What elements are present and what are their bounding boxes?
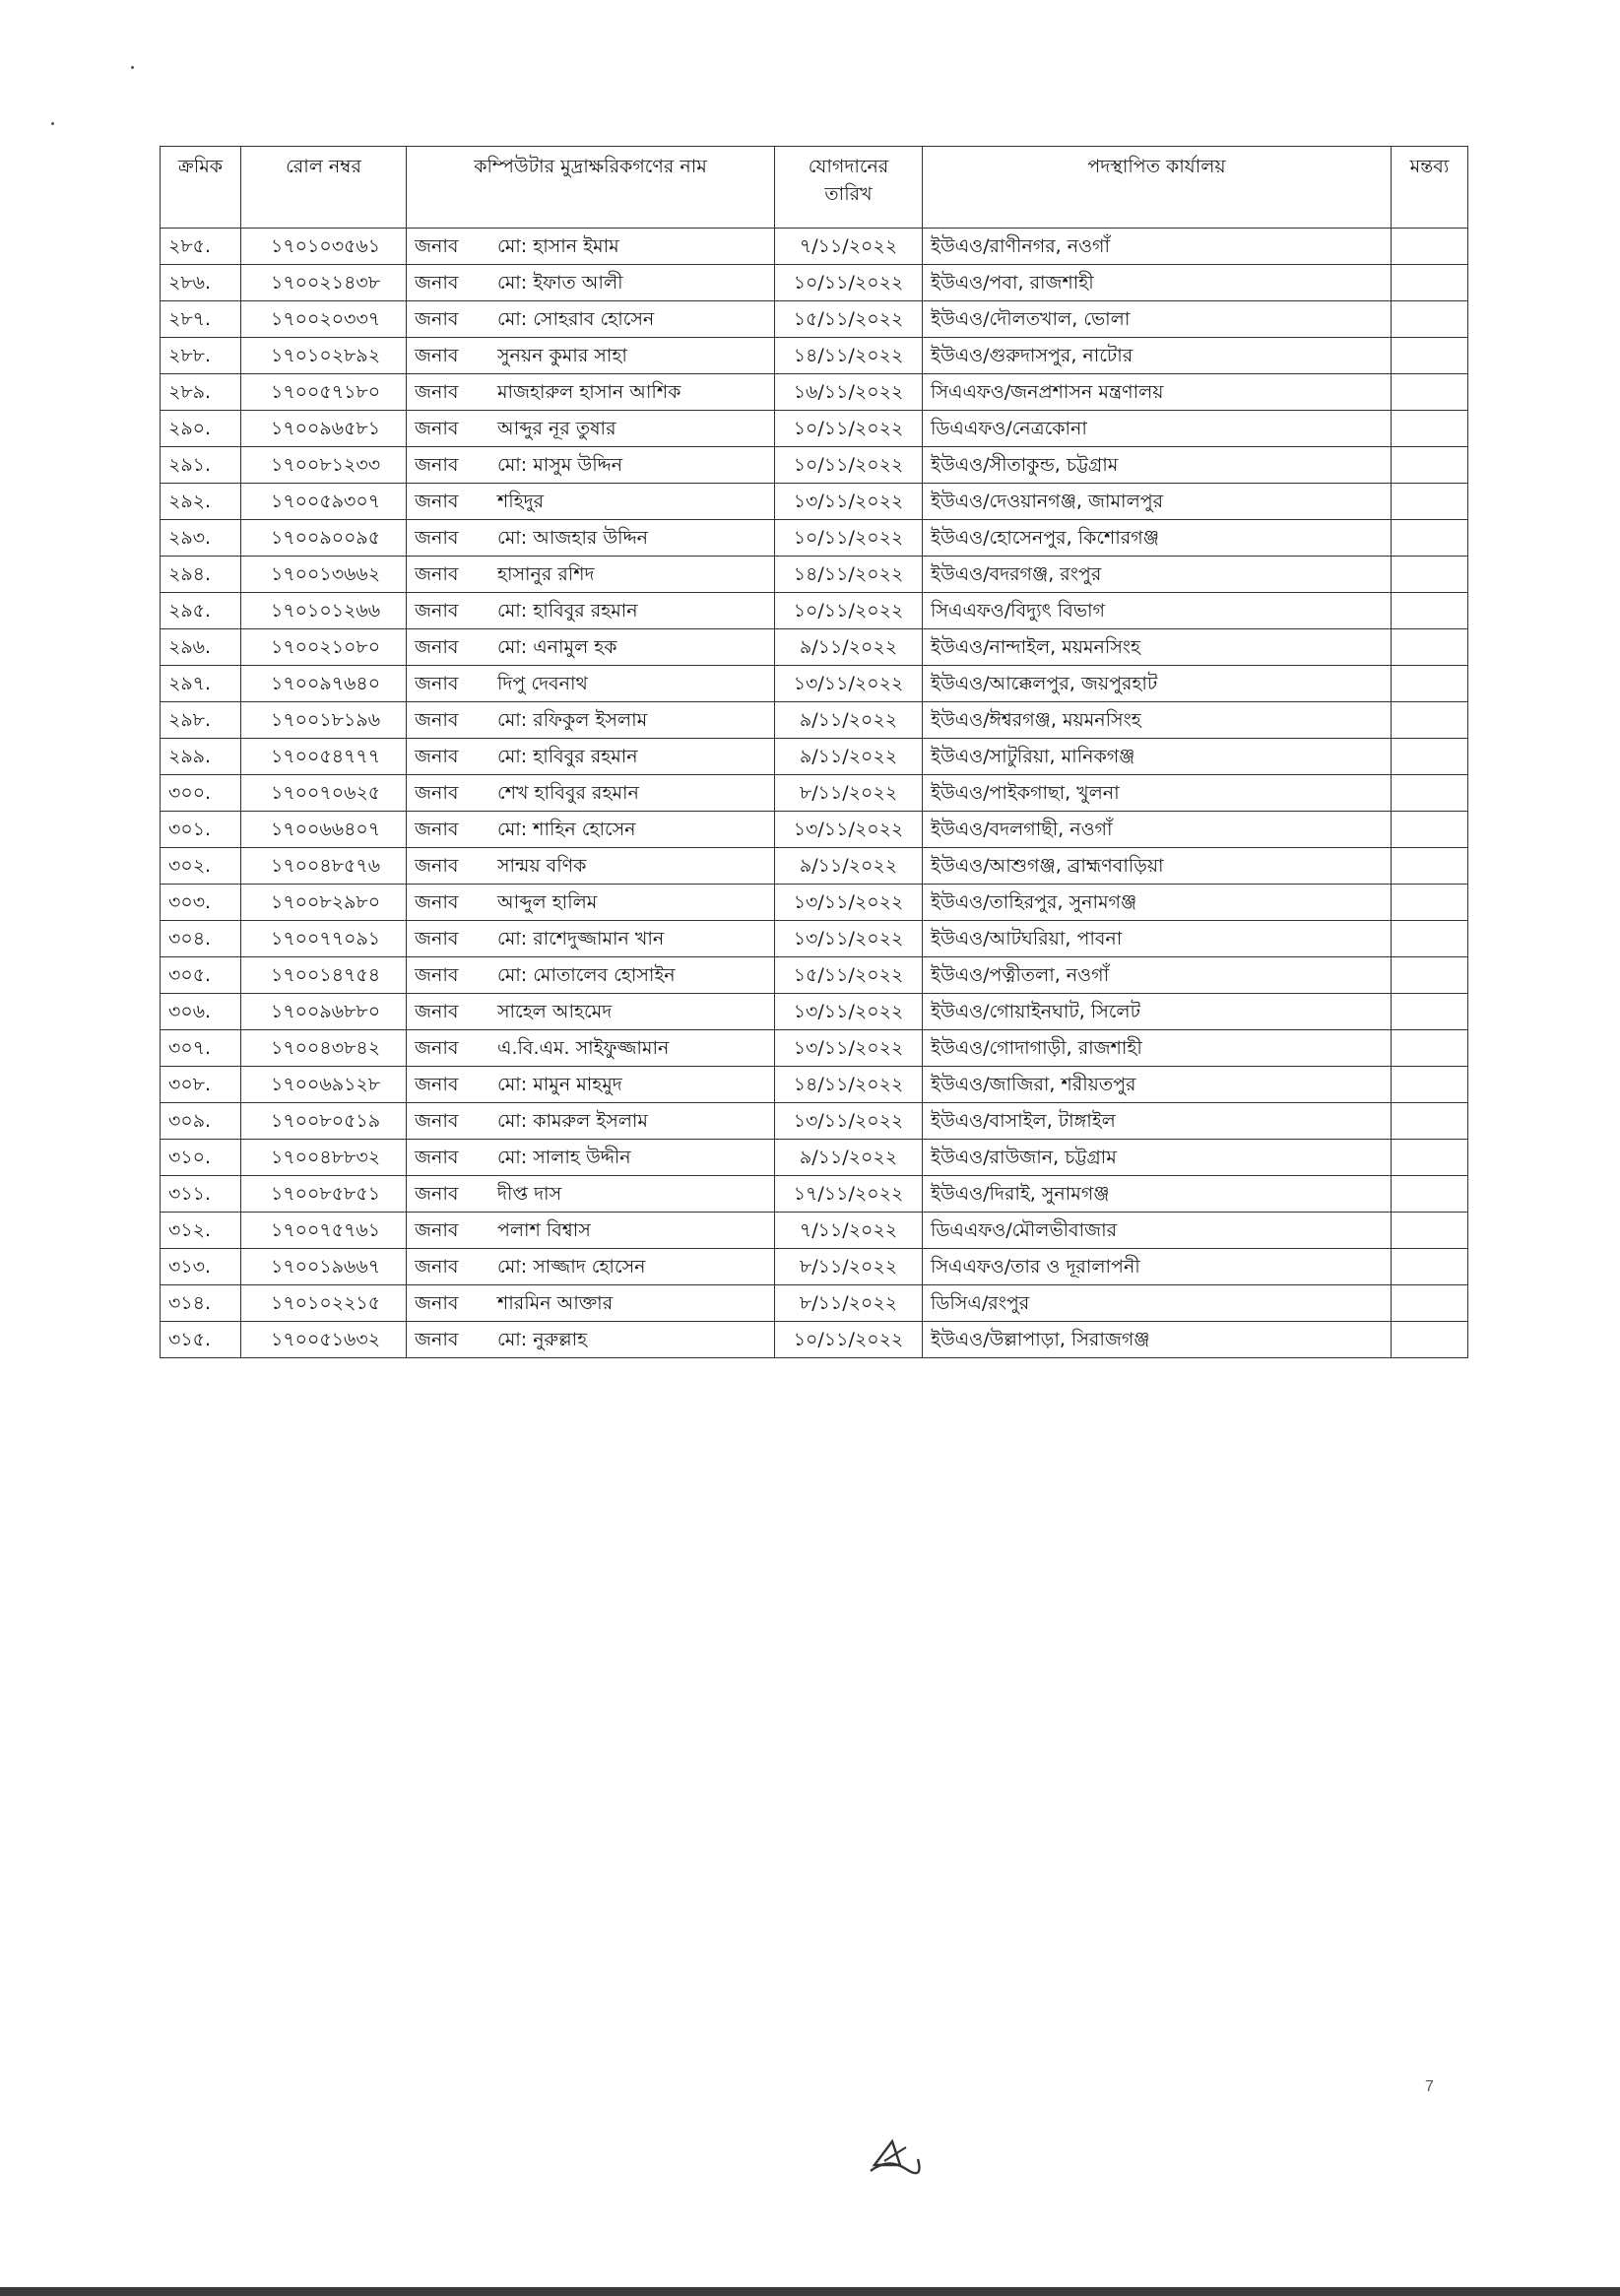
row-roll-number: ১৭০০৪৮৮৩২ — [241, 1140, 407, 1176]
row-name-prefix: জনাব — [415, 1219, 459, 1241]
row-remarks — [1392, 593, 1468, 629]
assignment-table — [160, 146, 1468, 1358]
row-name-cell — [407, 1285, 775, 1322]
row-office: ইউএও/গোয়াইনঘাট, সিলেট — [923, 994, 1392, 1030]
row-name: পলাশ বিশ্বাস — [497, 1219, 591, 1241]
row-name: মো: হাসান ইমাম — [497, 235, 619, 257]
row-name-prefix: জনাব — [415, 928, 459, 950]
row-remarks — [1392, 484, 1468, 520]
row-joining-date: ১৫/১১/২০২২ — [775, 957, 923, 994]
row-office: ইউএও/পত্নীতলা, নওগাঁ — [923, 957, 1392, 994]
row-name-cell — [407, 593, 775, 629]
row-remarks — [1392, 1176, 1468, 1213]
row-serial: ২৯৯. — [161, 739, 241, 775]
row-roll-number: ১৭০০৯৬৮৮০ — [241, 994, 407, 1030]
row-remarks — [1392, 1103, 1468, 1140]
row-joining-date: ১৩/১১/২০২২ — [775, 994, 923, 1030]
table-row — [161, 702, 1468, 739]
row-joining-date: ১০/১১/২০২২ — [775, 593, 923, 629]
table-row — [161, 1103, 1468, 1140]
row-remarks — [1392, 1067, 1468, 1103]
row-roll-number: ১৭০০৮১২৩৩ — [241, 447, 407, 484]
row-name-prefix: জনাব — [415, 1037, 459, 1059]
row-remarks — [1392, 848, 1468, 885]
row-joining-date: ৭/১১/২০২২ — [775, 229, 923, 265]
page-number: 7 — [1425, 2078, 1434, 2095]
scan-bottom-edge — [0, 2287, 1620, 2296]
row-office: ডিসিএ/রংপুর — [923, 1285, 1392, 1322]
table-row — [161, 1140, 1468, 1176]
row-office: ইউএও/বদরগঞ্জ, রংপুর — [923, 557, 1392, 593]
table-body — [161, 229, 1468, 1358]
row-name-prefix: জনাব — [415, 782, 459, 804]
row-serial: ২৯৮. — [161, 702, 241, 739]
row-office: ইউএও/দিরাই, সুনামগঞ্জ — [923, 1176, 1392, 1213]
row-roll-number: ১৭০০৯৭৬৪০ — [241, 666, 407, 702]
row-office: ইউএও/উল্লাপাড়া, সিরাজগঞ্জ — [923, 1322, 1392, 1358]
row-serial: ৩০১. — [161, 812, 241, 848]
table-row — [161, 1322, 1468, 1358]
row-joining-date: ১০/১১/২০২২ — [775, 265, 923, 301]
row-name: মো: সাজ্জাদ হোসেন — [497, 1256, 646, 1278]
row-office: ইউএও/জাজিরা, শরীয়তপুর — [923, 1067, 1392, 1103]
row-remarks — [1392, 702, 1468, 739]
row-serial: ৩০৬. — [161, 994, 241, 1030]
table-row — [161, 1213, 1468, 1249]
row-office: ইউএও/রাউজান, চট্টগ্রাম — [923, 1140, 1392, 1176]
row-remarks — [1392, 957, 1468, 994]
row-name-prefix: জনাব — [415, 235, 459, 257]
header-serial: ক্রমিক — [161, 147, 241, 229]
row-name-cell — [407, 374, 775, 411]
table-row — [161, 848, 1468, 885]
row-serial: ২৮৮. — [161, 338, 241, 374]
table-row — [161, 447, 1468, 484]
row-name: সান্ময় বণিক — [497, 855, 587, 877]
scan-speck — [51, 122, 54, 125]
table-row — [161, 1176, 1468, 1213]
row-name-cell — [407, 1030, 775, 1067]
row-name-prefix: জনাব — [415, 381, 459, 403]
row-roll-number: ১৭০০১৪৭৫৪ — [241, 957, 407, 994]
table-row — [161, 739, 1468, 775]
table-row — [161, 957, 1468, 994]
row-serial: ২৯২. — [161, 484, 241, 520]
table-row — [161, 520, 1468, 557]
row-remarks — [1392, 1249, 1468, 1285]
row-office: ইউএও/ঈশ্বরগঞ্জ, ময়মনসিংহ — [923, 702, 1392, 739]
row-office: ইউএও/নান্দাইল, ময়মনসিংহ — [923, 629, 1392, 666]
row-remarks — [1392, 557, 1468, 593]
row-name-cell — [407, 1067, 775, 1103]
row-name-prefix: জনাব — [415, 891, 459, 913]
table-row — [161, 812, 1468, 848]
row-name-cell — [407, 447, 775, 484]
row-joining-date: ৯/১১/২০২২ — [775, 629, 923, 666]
row-roll-number: ১৭০০২১৪৩৮ — [241, 265, 407, 301]
row-roll-number: ১৭০১০৩৫৬১ — [241, 229, 407, 265]
row-joining-date: ৮/১১/২০২২ — [775, 1249, 923, 1285]
table-row — [161, 629, 1468, 666]
row-serial: ২৮৫. — [161, 229, 241, 265]
row-name-prefix: জনাব — [415, 1147, 459, 1168]
row-name-cell — [407, 1322, 775, 1358]
row-name-prefix: জনাব — [415, 964, 459, 986]
row-name: শারমিন আক্তার — [497, 1292, 614, 1314]
row-roll-number: ১৭০০৯৬৫৮১ — [241, 411, 407, 447]
row-name-prefix: জনাব — [415, 1110, 459, 1132]
row-name-prefix: জনাব — [415, 819, 459, 840]
row-remarks — [1392, 1213, 1468, 1249]
table-row — [161, 484, 1468, 520]
row-joining-date: ১৪/১১/২০২২ — [775, 1067, 923, 1103]
table-header-row — [161, 147, 1468, 229]
row-name: মো: এনামুল হক — [497, 636, 617, 658]
row-serial: ৩০০. — [161, 775, 241, 812]
table-row — [161, 229, 1468, 265]
row-name-prefix: জনাব — [415, 600, 459, 622]
row-serial: ৩১৪. — [161, 1285, 241, 1322]
row-name: শেখ হাবিবুর রহমান — [497, 782, 639, 804]
row-name: সুনয়ন কুমার সাহা — [497, 345, 627, 366]
row-name-prefix: জনাব — [415, 527, 459, 549]
row-name-cell — [407, 775, 775, 812]
row-name-prefix: জনাব — [415, 491, 459, 512]
row-joining-date: ১০/১১/২০২২ — [775, 447, 923, 484]
row-office: ইউএও/গুরুদাসপুর, নাটোর — [923, 338, 1392, 374]
row-serial: ৩১৩. — [161, 1249, 241, 1285]
table-row — [161, 557, 1468, 593]
row-name-cell — [407, 1176, 775, 1213]
table-row — [161, 1067, 1468, 1103]
row-roll-number: ১৭০০৭০৬২৫ — [241, 775, 407, 812]
row-remarks — [1392, 447, 1468, 484]
row-serial: ৩০৩. — [161, 885, 241, 921]
row-serial: ৩১৫. — [161, 1322, 241, 1358]
row-name-prefix: জনাব — [415, 636, 459, 658]
row-name-prefix: জনাব — [415, 418, 459, 439]
row-name-prefix: জনাব — [415, 855, 459, 877]
row-office: ইউএও/সাটুরিয়া, মানিকগঞ্জ — [923, 739, 1392, 775]
row-name-cell — [407, 265, 775, 301]
row-serial: ২৮৬. — [161, 265, 241, 301]
row-roll-number: ১৭০০৪৩৮৪২ — [241, 1030, 407, 1067]
row-roll-number: ১৭০০৭৫৭৬১ — [241, 1213, 407, 1249]
row-name-cell — [407, 994, 775, 1030]
row-name: হাসানুর রশিদ — [497, 563, 595, 585]
row-name-prefix: জনাব — [415, 1001, 459, 1022]
row-serial: ২৯৪. — [161, 557, 241, 593]
row-office: ইউএও/আশুগঞ্জ, ব্রাহ্মণবাড়িয়া — [923, 848, 1392, 885]
row-roll-number: ১৭০০১৩৬৬২ — [241, 557, 407, 593]
row-name-prefix: জনাব — [415, 1183, 459, 1205]
row-name: মো: নুরুল্লাহ — [497, 1329, 588, 1350]
row-joining-date: ৯/১১/২০২২ — [775, 1140, 923, 1176]
table-row — [161, 374, 1468, 411]
row-serial: ৩০৪. — [161, 921, 241, 957]
row-roll-number: ১৭০০৬৬৪০৭ — [241, 812, 407, 848]
row-name-prefix: জনাব — [415, 345, 459, 366]
row-joining-date: ১০/১১/২০২২ — [775, 411, 923, 447]
row-remarks — [1392, 374, 1468, 411]
row-name-cell — [407, 229, 775, 265]
row-serial: ৩০৯. — [161, 1103, 241, 1140]
row-name-cell — [407, 957, 775, 994]
row-name: মো: মাসুম উদ্দিন — [497, 454, 623, 476]
table-row — [161, 411, 1468, 447]
table-row — [161, 666, 1468, 702]
row-serial: ৩০৫. — [161, 957, 241, 994]
table-row — [161, 338, 1468, 374]
row-name-cell — [407, 1140, 775, 1176]
row-serial: ৩১২. — [161, 1213, 241, 1249]
row-name: দিপু দেবনাথ — [497, 673, 588, 694]
row-name-cell — [407, 666, 775, 702]
row-remarks — [1392, 520, 1468, 557]
row-office: ইউএও/বাসাইল, টাঙ্গাইল — [923, 1103, 1392, 1140]
row-roll-number: ১৭০০৮৫৮৫১ — [241, 1176, 407, 1213]
row-office: ইউএও/আটঘরিয়া, পাবনা — [923, 921, 1392, 957]
row-office: ইউএও/তাহিরপুর, সুনামগঞ্জ — [923, 885, 1392, 921]
row-joining-date: ১০/১১/২০২২ — [775, 1322, 923, 1358]
row-name: এ.বি.এম. সাইফুজ্জামান — [497, 1037, 670, 1059]
row-name-cell — [407, 557, 775, 593]
header-remarks: মন্তব্য — [1392, 147, 1468, 229]
row-office: সিএএফও/জনপ্রশাসন মন্ত্রণালয় — [923, 374, 1392, 411]
row-office: ইউএও/পাইকগাছা, খুলনা — [923, 775, 1392, 812]
row-name: আব্দুর নূর তুষার — [497, 418, 616, 439]
row-joining-date: ১৩/১১/২০২২ — [775, 1103, 923, 1140]
table-row — [161, 775, 1468, 812]
row-roll-number: ১৭০১০১২৬৬ — [241, 593, 407, 629]
row-remarks — [1392, 411, 1468, 447]
row-name: মো: হাবিবুর রহমান — [497, 600, 638, 622]
row-joining-date: ১৭/১১/২০২২ — [775, 1176, 923, 1213]
row-name-prefix: জনাব — [415, 1074, 459, 1095]
row-serial: ২৯০. — [161, 411, 241, 447]
row-name-cell — [407, 1213, 775, 1249]
row-remarks — [1392, 994, 1468, 1030]
row-name-prefix: জনাব — [415, 1292, 459, 1314]
row-roll-number: ১৭০০৫৯৩০৭ — [241, 484, 407, 520]
row-joining-date: ৯/১১/২০২২ — [775, 739, 923, 775]
row-serial: ২৯৫. — [161, 593, 241, 629]
row-joining-date: ১৪/১১/২০২২ — [775, 557, 923, 593]
row-name-cell — [407, 301, 775, 338]
row-joining-date: ১৩/১১/২০২২ — [775, 885, 923, 921]
row-roll-number: ১৭০০৫১৬৩২ — [241, 1322, 407, 1358]
row-office: ইউএও/আক্কেলপুর, জয়পুরহাট — [923, 666, 1392, 702]
row-remarks — [1392, 812, 1468, 848]
row-remarks — [1392, 885, 1468, 921]
row-remarks — [1392, 1285, 1468, 1322]
row-joining-date: ১৩/১১/২০২২ — [775, 812, 923, 848]
scan-speck — [131, 66, 134, 69]
row-serial: ২৯৭. — [161, 666, 241, 702]
row-roll-number: ১৭০০৯০০৯৫ — [241, 520, 407, 557]
row-remarks — [1392, 1030, 1468, 1067]
row-roll-number: ১৭০০৫৭১৮০ — [241, 374, 407, 411]
row-roll-number: ১৭০০১৮১৯৬ — [241, 702, 407, 739]
header-name: কম্পিউটার মুদ্রাক্ষরিকগণের নাম — [407, 147, 775, 229]
row-remarks — [1392, 338, 1468, 374]
row-name: মো: শাহিন হোসেন — [497, 819, 636, 840]
table-row — [161, 885, 1468, 921]
row-office: ডিএএফও/নেত্রকোনা — [923, 411, 1392, 447]
row-name-prefix: জনাব — [415, 308, 459, 330]
row-joining-date: ৯/১১/২০২২ — [775, 848, 923, 885]
row-name: মো: ইফাত আলী — [497, 272, 623, 294]
row-name: শহিদুর — [497, 491, 545, 512]
row-joining-date: ৭/১১/২০২২ — [775, 1213, 923, 1249]
row-name-prefix: জনাব — [415, 1256, 459, 1278]
row-name: মো: রাশেদুজ্জামান খান — [497, 928, 665, 950]
row-roll-number: ১৭০০৬৯১২৮ — [241, 1067, 407, 1103]
row-name-cell — [407, 520, 775, 557]
row-office: ডিএএফও/মৌলভীবাজার — [923, 1213, 1392, 1249]
row-name-prefix: জনাব — [415, 673, 459, 694]
row-joining-date: ৮/১১/২০২২ — [775, 1285, 923, 1322]
row-name: মো: মামুন মাহমুদ — [497, 1074, 622, 1095]
row-remarks — [1392, 775, 1468, 812]
row-name: মো: কামরুল ইসলাম — [497, 1110, 648, 1132]
row-remarks — [1392, 739, 1468, 775]
row-name: দীপ্ত দাস — [497, 1183, 562, 1205]
row-name: আব্দুল হালিম — [497, 891, 598, 913]
row-serial: ২৮৯. — [161, 374, 241, 411]
row-office: ইউএও/বদলগাছী, নওগাঁ — [923, 812, 1392, 848]
row-joining-date: ১৫/১১/২০২২ — [775, 301, 923, 338]
row-name-cell — [407, 702, 775, 739]
row-serial: ২৯১. — [161, 447, 241, 484]
row-roll-number: ১৭০০২০৩৩৭ — [241, 301, 407, 338]
header-date: যোগদানের তারিখ — [775, 147, 923, 229]
row-office: ইউএও/দৌলতখাল, ভোলা — [923, 301, 1392, 338]
row-office: ইউএও/গোদাগাড়ী, রাজশাহী — [923, 1030, 1392, 1067]
row-serial: ২৯৩. — [161, 520, 241, 557]
row-roll-number: ১৭০১০২২১৫ — [241, 1285, 407, 1322]
row-name-cell — [407, 1103, 775, 1140]
row-name-prefix: জনাব — [415, 454, 459, 476]
row-name: মো: রফিকুল ইসলাম — [497, 709, 648, 731]
row-remarks — [1392, 1140, 1468, 1176]
row-name-cell — [407, 921, 775, 957]
header-roll: রোল নম্বর — [241, 147, 407, 229]
table-row — [161, 994, 1468, 1030]
row-serial: ৩১০. — [161, 1140, 241, 1176]
row-name-prefix: জনাব — [415, 709, 459, 731]
table-row — [161, 593, 1468, 629]
row-name: মো: আজহার উদ্দিন — [497, 527, 648, 549]
row-remarks — [1392, 629, 1468, 666]
row-name-cell — [407, 848, 775, 885]
row-serial: ৩০৭. — [161, 1030, 241, 1067]
row-joining-date: ৯/১১/২০২২ — [775, 702, 923, 739]
row-joining-date: ১০/১১/২০২২ — [775, 520, 923, 557]
row-roll-number: ১৭০০৭৭০৯১ — [241, 921, 407, 957]
row-roll-number: ১৭০০৮০৫১৯ — [241, 1103, 407, 1140]
row-remarks — [1392, 301, 1468, 338]
table-row — [161, 1249, 1468, 1285]
row-name-cell — [407, 338, 775, 374]
row-office: সিএএফও/বিদ্যুৎ বিভাগ — [923, 593, 1392, 629]
row-roll-number: ১৭০০৫৪৭৭৭ — [241, 739, 407, 775]
table-row — [161, 921, 1468, 957]
row-joining-date: ৮/১১/২০২২ — [775, 775, 923, 812]
row-office: সিএএফও/তার ও দূরালাপনী — [923, 1249, 1392, 1285]
row-remarks — [1392, 265, 1468, 301]
row-name: মাজহারুল হাসান আশিক — [497, 381, 681, 403]
row-name: মো: সালাহ উদ্দীন — [497, 1147, 631, 1168]
row-name-cell — [407, 812, 775, 848]
row-name-prefix: জনাব — [415, 746, 459, 767]
row-remarks — [1392, 1322, 1468, 1358]
row-joining-date: ১৩/১১/২০২২ — [775, 666, 923, 702]
row-name-cell — [407, 411, 775, 447]
row-remarks — [1392, 666, 1468, 702]
row-name: সাহেল আহমেদ — [497, 1001, 613, 1022]
row-roll-number: ১৭০০২১০৮০ — [241, 629, 407, 666]
row-roll-number: ১৭০০৮২৯৮০ — [241, 885, 407, 921]
row-name-prefix: জনাব — [415, 1329, 459, 1350]
row-roll-number: ১৭০০৪৮৫৭৬ — [241, 848, 407, 885]
table-row — [161, 1030, 1468, 1067]
table-row — [161, 1285, 1468, 1322]
row-office: ইউএও/হোসেনপুর, কিশোরগঞ্জ — [923, 520, 1392, 557]
row-name-prefix: জনাব — [415, 272, 459, 294]
row-roll-number: ১৭০১০২৮৯২ — [241, 338, 407, 374]
row-serial: ২৯৬. — [161, 629, 241, 666]
row-office: ইউএও/দেওয়ানগঞ্জ, জামালপুর — [923, 484, 1392, 520]
row-serial: ৩০৮. — [161, 1067, 241, 1103]
row-office: ইউএও/রাণীনগর, নওগাঁ — [923, 229, 1392, 265]
row-office: ইউএও/সীতাকুন্ড, চট্টগ্রাম — [923, 447, 1392, 484]
row-name: মো: মোতালেব হোসাইন — [497, 964, 676, 986]
row-name-cell — [407, 629, 775, 666]
signature-mark — [867, 2135, 922, 2179]
row-joining-date: ১৬/১১/২০২২ — [775, 374, 923, 411]
row-name-cell — [407, 1249, 775, 1285]
row-name-cell — [407, 885, 775, 921]
row-remarks — [1392, 229, 1468, 265]
row-joining-date: ১৪/১১/২০২২ — [775, 338, 923, 374]
row-joining-date: ১৩/১১/২০২২ — [775, 1030, 923, 1067]
row-serial: ২৮৭. — [161, 301, 241, 338]
row-serial: ৩১১. — [161, 1176, 241, 1213]
row-office: ইউএও/পবা, রাজশাহী — [923, 265, 1392, 301]
row-name-cell — [407, 484, 775, 520]
row-name-prefix: জনাব — [415, 563, 459, 585]
row-roll-number: ১৭০০১৯৬৬৭ — [241, 1249, 407, 1285]
row-name: মো: সোহরাব হোসেন — [497, 308, 655, 330]
row-joining-date: ১৩/১১/২০২২ — [775, 484, 923, 520]
table-row — [161, 301, 1468, 338]
row-name: মো: হাবিবুর রহমান — [497, 746, 638, 767]
row-joining-date: ১৩/১১/২০২২ — [775, 921, 923, 957]
row-name-cell — [407, 739, 775, 775]
row-serial: ৩০২. — [161, 848, 241, 885]
table-row — [161, 265, 1468, 301]
header-office: পদস্থাপিত কার্যালয় — [923, 147, 1392, 229]
row-remarks — [1392, 921, 1468, 957]
